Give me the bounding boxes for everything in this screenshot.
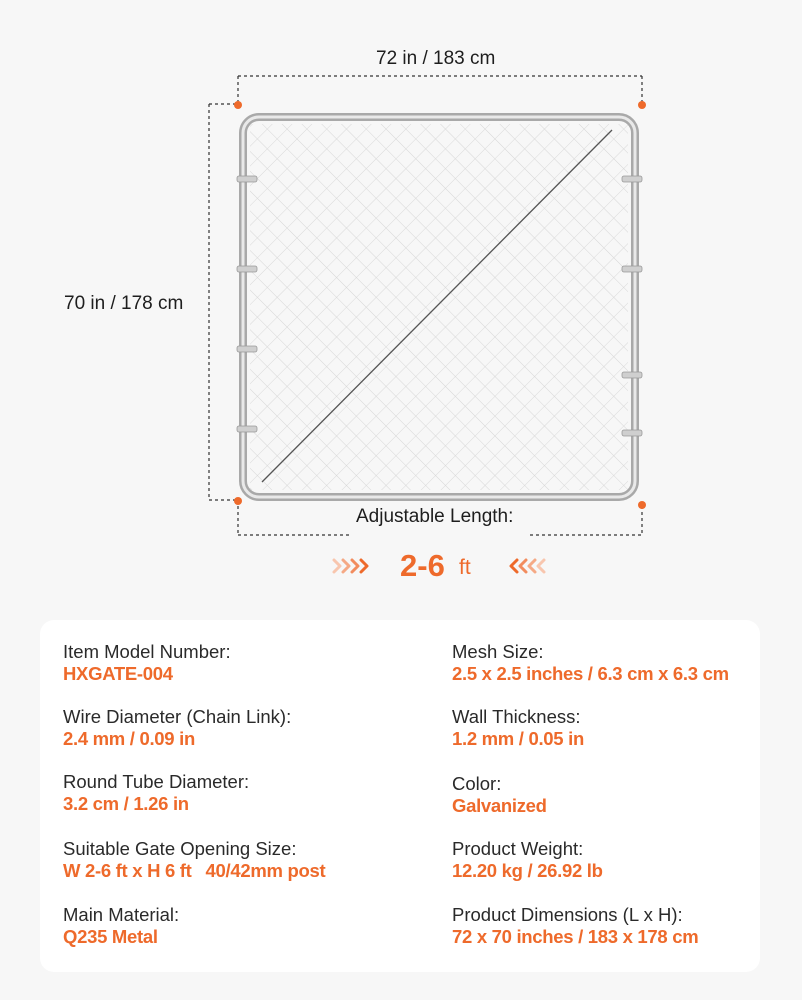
spec-product-weight: [452, 838, 782, 882]
spec-label: Item Model Number:: [63, 641, 231, 662]
spec-mesh-size: [452, 641, 782, 685]
spec-value-main: W 2-6 ft x H 6 ft: [63, 860, 192, 881]
spec-label: Product Dimensions (L x H):: [452, 904, 683, 925]
spec-label: Suitable Gate Opening Size:: [63, 838, 297, 859]
spec-value: HXGATE-004: [63, 663, 173, 684]
spec-product-dimensions: [452, 904, 782, 948]
spec-gate-opening-size: [63, 838, 393, 882]
width-dimension-label: 72 in / 183 cm: [376, 48, 496, 69]
range-value: 2-6: [400, 548, 445, 583]
spec-value: 1.2 mm / 0.05 in: [452, 728, 584, 749]
spec-label: Color:: [452, 773, 502, 794]
height-dimension-label: 70 in / 178 cm: [64, 293, 184, 314]
spec-round-tube-diameter: [63, 771, 393, 815]
corner-marker-icon: [234, 497, 242, 505]
chain-link-mesh: [250, 124, 628, 490]
spec-item-model-number: [63, 641, 393, 685]
spec-wall-thickness: [452, 706, 782, 750]
corner-marker-icon: [638, 501, 646, 509]
spec-main-material: [63, 904, 393, 948]
spec-label: Wall Thickness:: [452, 706, 581, 727]
spec-wire-diameter: [63, 706, 393, 750]
spec-value: Galvanized: [452, 795, 547, 816]
spec-label: Wire Diameter (Chain Link):: [63, 706, 292, 727]
spec-value: 72 x 70 inches / 183 x 178 cm: [452, 926, 699, 947]
spec-label: Product Weight:: [452, 838, 584, 859]
specifications-card: [40, 620, 760, 972]
corner-marker-icon: [638, 101, 646, 109]
spec-value: 2.5 x 2.5 inches / 6.3 cm x 6.3 cm: [452, 663, 729, 684]
spec-value: [63, 860, 393, 882]
adjustable-range: [0, 548, 802, 588]
adjustable-length-label: Adjustable Length:: [356, 506, 514, 527]
spec-value: Q235 Metal: [63, 926, 158, 947]
spec-label: Round Tube Diameter:: [63, 771, 250, 792]
spec-color: [452, 773, 782, 817]
spec-value: 12.20 kg / 26.92 lb: [452, 860, 603, 881]
spec-label: Mesh Size:: [452, 641, 544, 662]
spec-label: Main Material:: [63, 904, 180, 925]
corner-marker-icon: [234, 101, 242, 109]
spec-value: 2.4 mm / 0.09 in: [63, 728, 195, 749]
spec-value: 3.2 cm / 1.26 in: [63, 793, 189, 814]
spec-value-post: 40/42mm post: [205, 860, 326, 881]
range-unit: ft: [459, 556, 471, 579]
